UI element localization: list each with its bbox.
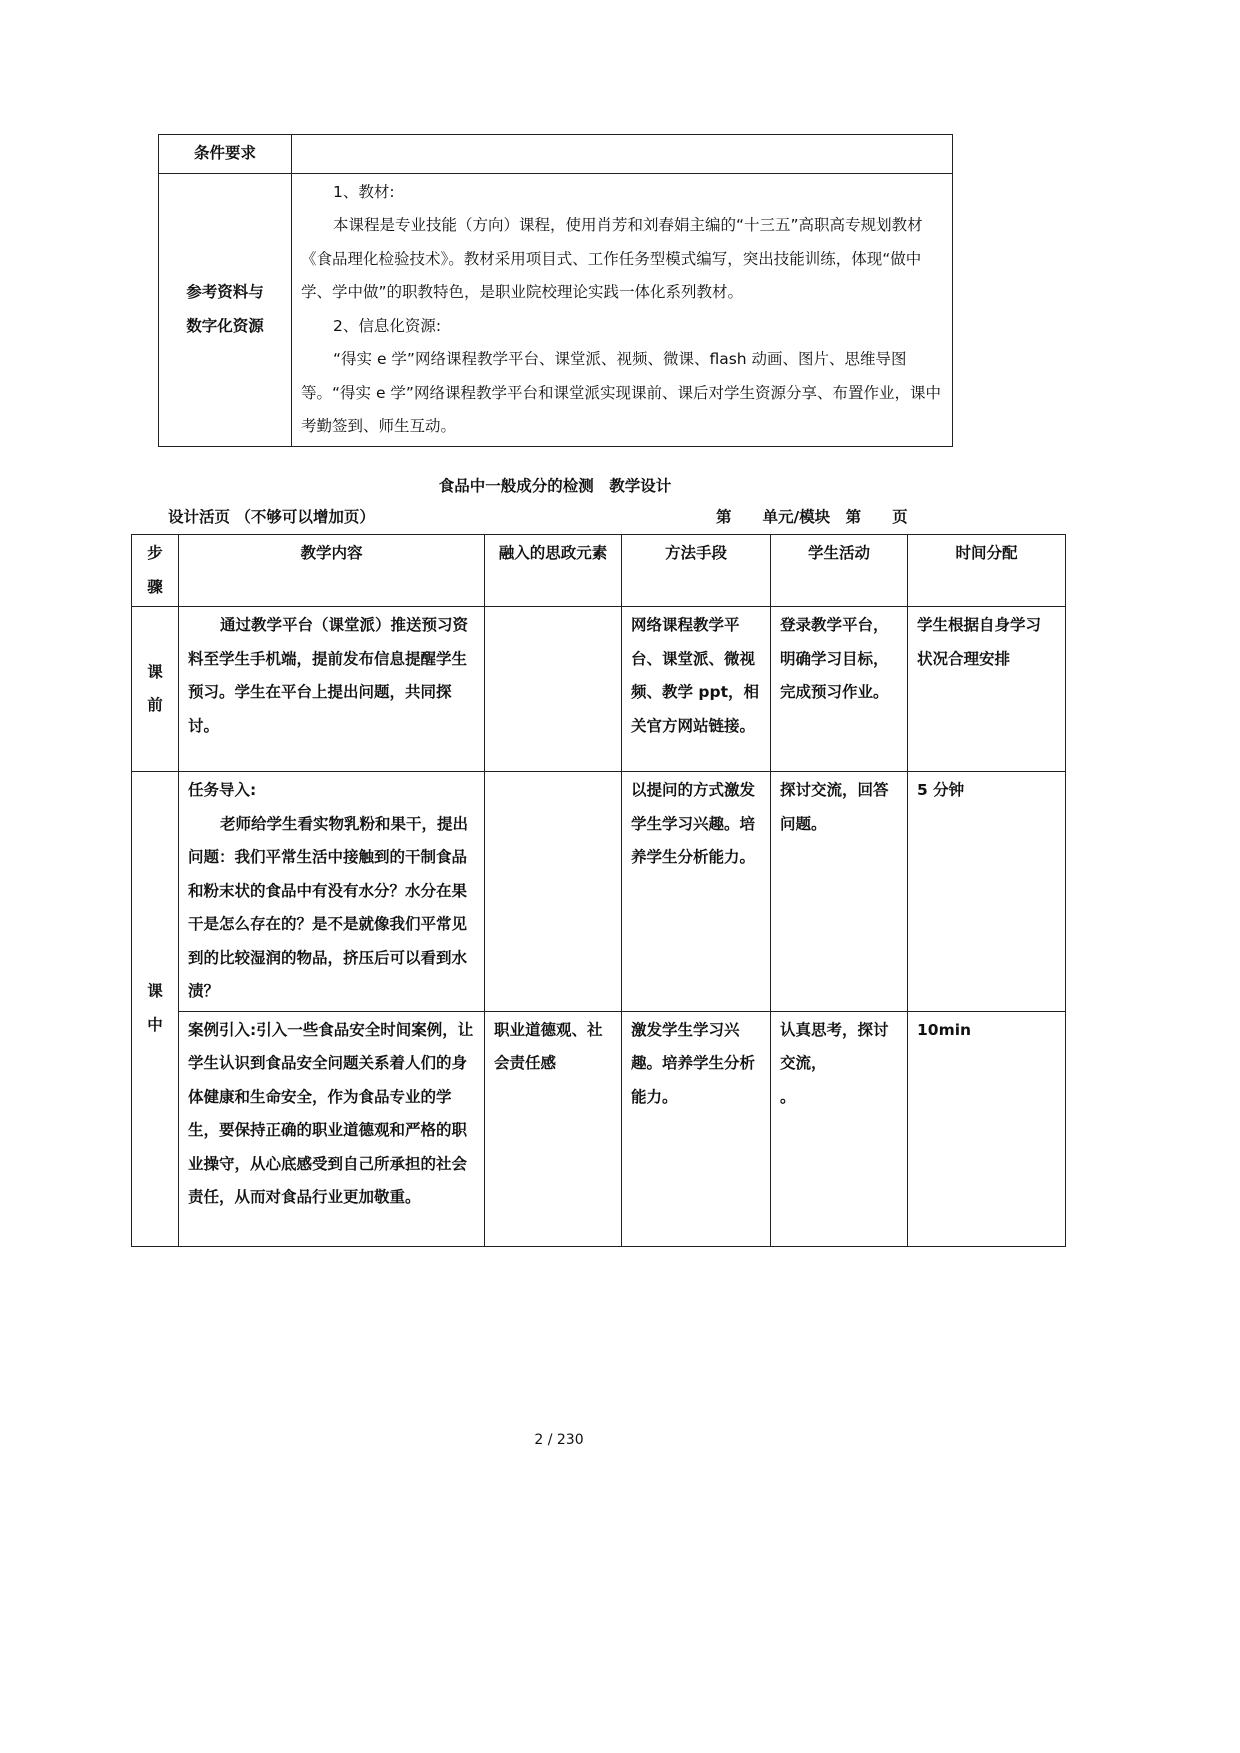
ideology-cell: [485, 607, 622, 772]
header-activity: 学生活动: [771, 535, 908, 607]
content-text: 老师给学生看实物乳粉和果干，提出问题：我们平常生活中接触到的干制食品和粉末状的食品中有没有水分？水分在果干是怎么存在的？是不是就像我们平常见到的比较湿润的物品，挤压后可以看到水渍？: [188, 814, 469, 1000]
header-time: 时间分配: [908, 535, 1066, 607]
table-row: [132, 1011, 1066, 1246]
conditions-label: 条件要求: [159, 135, 292, 174]
resources-para: “得实 e 学”网络课程教学平台、课堂派、视频、微课、flash 动画、图片、思维导图等。“得实 e 学”网络课程教学平台和课堂派实现课前、课后对学生资源分享、布置作业，课中考勤签到、师生互动。: [301, 350, 941, 435]
time-cell: 5 分钟: [908, 772, 1066, 1012]
resources-para: 本课程是专业技能（方向）课程，使用肖芳和刘春娟主编的“十三五”高职高专规划教材《食品理化检验技术》。教材采用项目式、工作任务型模式编写，突出技能训练，体现“做中学、学中做”的职教特色，是职业院校理论实践一体化系列教材。: [301, 216, 923, 301]
header-content: 教学内容: [179, 535, 485, 607]
time-cell: 10min: [908, 1011, 1066, 1246]
header-ideology: 融入的思政元素: [485, 535, 622, 607]
resources-label-text: 参考资料与数字化资源: [186, 283, 264, 335]
sub-right: 第 单元/模块 第 页: [716, 508, 908, 526]
table-row: [132, 772, 1066, 1012]
conditions-value: [292, 135, 953, 174]
page-number: 2 / 230: [534, 1432, 584, 1448]
doc-title: 食品中一般成分的检测 教学设计: [438, 477, 672, 495]
sub-left: 设计活页 （不够可以增加页）: [168, 508, 375, 526]
resources-label: [159, 173, 292, 446]
content-cell: 通过教学平台（课堂派）推送预习资料至学生手机端，提前发布信息提醒学生预习。学生在平台上提出问题，共同探讨。: [179, 607, 485, 772]
time-cell: 学生根据自身学习状况合理安排: [908, 607, 1066, 772]
content-title: 任务导入:: [188, 781, 257, 799]
ideology-cell: 职业道德观、社会责任感: [485, 1011, 622, 1246]
content-cell: [179, 772, 485, 1012]
method-cell: 网络课程教学平台、课堂派、微视频、教学 ppt，相关官方网站链接。: [622, 607, 771, 772]
content-cell: 案例引入:引入一些食品安全时间案例，让学生认识到食品安全问题关系着人们的身体健康和生命安全，作为食品专业的学生，要保持正确的职业道德观和严格的职业操守，从心底感受到自己所承担的社会责任，从而对食品行业更加敬重。: [179, 1011, 485, 1246]
resources-para: 1、教材:: [333, 182, 395, 201]
method-cell: 激发学生学习兴趣。培养学生分析能力。: [622, 1011, 771, 1246]
activity-cell: 登录教学平台，明确学习目标，完成预习作业。: [771, 607, 908, 772]
activity-cell: 认真思考，探讨交流， 。: [771, 1011, 908, 1246]
step-pre: 课前: [132, 607, 179, 772]
method-cell: 以提问的方式激发学生学习兴趣。培养学生分析能力。: [622, 772, 771, 1012]
resources-para: 2、信息化资源:: [333, 316, 442, 335]
teaching-design-table: [131, 534, 1066, 1247]
activity-cell: 探讨交流，回答问题。: [771, 772, 908, 1012]
step-in: 课中: [132, 772, 179, 1247]
header-step: 步骤: [132, 535, 179, 607]
header-method: 方法手段: [622, 535, 771, 607]
resources-content: [292, 173, 953, 446]
conditions-resources-table: [158, 134, 953, 447]
table-row: [132, 607, 1066, 772]
ideology-cell: [485, 772, 622, 1012]
